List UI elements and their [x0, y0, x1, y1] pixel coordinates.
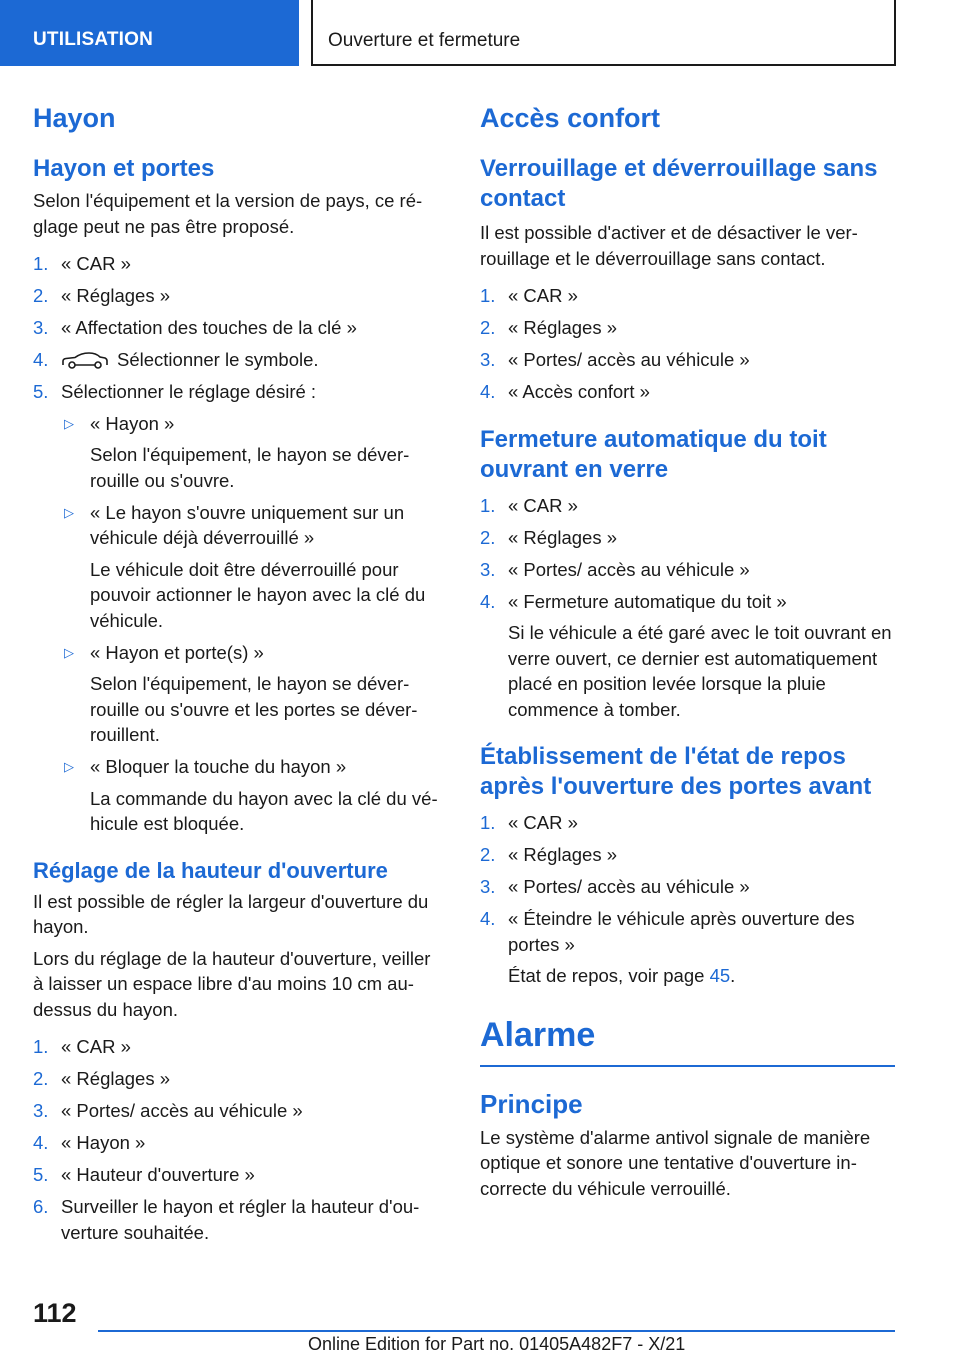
- steps-etat-repos: [480, 810, 895, 989]
- list-item: 2. « Réglages »: [33, 285, 171, 306]
- list-item: 1. « CAR »: [480, 285, 578, 306]
- list-item: 5. « Hauteur d'ouverture »: [33, 1164, 255, 1185]
- option-item: ▷ « Hayon et porte(s) » Selon l'équipement, le hayon se déverrouille ou s'ouvre et les portes se déverrouillent.: [64, 641, 418, 745]
- list-item: 2. « Réglages »: [33, 1068, 171, 1089]
- list-item: 4. « Éteindre le véhicule après ouverture des portes » État de repos, voir page 45.: [480, 906, 895, 989]
- title-hayon: Hayon: [33, 103, 116, 133]
- list-item: 4. Sélectionner le symbole.: [33, 349, 319, 370]
- intro-hayon-portes: Selon l'équipement et la version de pays, ce réglage peut ne pas être proposé.: [33, 190, 423, 237]
- list-item: 2. « Réglages »: [480, 526, 618, 548]
- steps-hauteur-ouverture: [33, 1034, 445, 1245]
- footer-edition: Online Edition for Part no. 01405A482F7 - X/21: [308, 1334, 686, 1354]
- section-tab: [0, 0, 299, 66]
- options-list: [61, 411, 445, 837]
- heading-hauteur-ouverture: Réglage de la hauteur d'ouverture: [33, 857, 388, 883]
- section-title: UTILISATION: [33, 29, 154, 50]
- triangle-right-icon: ▷: [64, 759, 74, 774]
- steps-hayon-portes: [33, 251, 445, 837]
- list-item: 4. « Fermeture automatique du toit » Si le véhicule a été garé avec le toit ouvrant en verre ouvert, ce dernier est automatiquement placé en position levée lorsque la pluie commence à tomber.: [480, 589, 895, 723]
- list-item: 3. « Affectation des touches de la clé »: [33, 317, 357, 338]
- page-number: 112: [33, 1298, 77, 1328]
- option-item: ▷ « Hayon » Selon l'équipement, le hayon se déverrouille ou s'ouvre.: [64, 412, 410, 491]
- list-item: 3. « Portes/ accès au véhicule »: [480, 558, 750, 580]
- list-item: 3. « Portes/ accès au véhicule »: [480, 349, 750, 370]
- triangle-right-icon: ▷: [64, 504, 74, 520]
- title-acces-confort: Accès confort: [480, 103, 661, 133]
- paragraph-principe: Le système d'alarme antivol signale de manière optique et sonore une tentative d'ouverture incorrecte du véhicule verrouillé.: [480, 1126, 871, 1199]
- page-link-45[interactable]: 45: [709, 965, 731, 986]
- option-item: ▷ « Le hayon s'ouvre uniquement sur un véhicule déjà déverrouillé » Le véhicule doit être déverrouillé pour pouvoir actionner le hayon avec la clé du véhicule.: [64, 501, 426, 631]
- paragraph-largeur: Il est possible de régler la largeur d'ouverture du hayon.: [33, 890, 429, 937]
- heading-etat-repos: Établissement de l'état de repos après l'ouverture des portes avant: [480, 743, 872, 800]
- intro-sans-contact: Il est possible d'activer et de désactiver le verrouillage et le déverrouillage sans contact.: [480, 222, 858, 269]
- option-item: ▷ « Bloquer la touche du hayon » La commande du hayon avec la clé du véhicule est bloquée.: [64, 756, 438, 834]
- list-item: 1. « CAR »: [480, 494, 578, 516]
- chapter-title: Ouverture et fermeture: [328, 30, 521, 51]
- triangle-right-icon: ▷: [64, 415, 74, 431]
- heading-sans-contact: Verrouillage et déverrouillage sans contact: [480, 155, 878, 212]
- list-item: 2. « Réglages »: [480, 317, 618, 338]
- steps-sans-contact: [480, 283, 895, 405]
- list-item: 1. « CAR »: [33, 253, 131, 274]
- note-toit-ouvrant: Si le véhicule a été garé avec le toit ouvrant en verre ouvert, ce dernier est automatiquement placé en position levée lorsque la pluie commence à tomber.: [508, 622, 892, 720]
- heading-principe: Principe: [480, 1088, 583, 1119]
- section-divider: [480, 1065, 895, 1067]
- list-item: 5. Sélectionner le réglage désiré : ▷ « Hayon » Selon l'équipement, le hayon se déverrouille ou s'ouvre. ▷ « Le hayon s'ouvre uniquement sur un véhicule déjà déverrouillé » Le véhicule doit être déverrouillé pour pouvoir actionner le hayon avec la clé du véhicule. ▷ « Hayon et porte(s) » Selon l'équipement, le hayon se déverrouille ou s'ouvre et les portes se déverrouillent. ▷ « Bloquer la touche du hayon » La commande du hayon avec la clé du véhicule est bloquée.: [33, 379, 445, 837]
- steps-toit-ouvrant: [480, 493, 895, 723]
- list-item: 4. « Accès confort »: [480, 381, 650, 402]
- note-etat-repos: État de repos, voir page 45.: [508, 965, 736, 986]
- list-item: 1. « CAR »: [480, 812, 578, 833]
- heading-hayon-portes: Hayon et portes: [33, 155, 215, 182]
- list-item: 1. « CAR »: [33, 1036, 131, 1057]
- car-outline-icon: [61, 351, 109, 369]
- paragraph-espace-libre: Lors du réglage de la hauteur d'ouverture, veiller à laisser un espace libre d'au moins 10 cm au-dessus du hayon.: [33, 947, 431, 1020]
- list-item: 3. « Portes/ accès au véhicule »: [480, 876, 750, 897]
- triangle-right-icon: ▷: [64, 644, 74, 660]
- left-column: [33, 100, 445, 1252]
- list-item: 2. « Réglages »: [480, 844, 618, 865]
- title-alarme: Alarme: [480, 1015, 596, 1054]
- footer-divider: [98, 1330, 895, 1332]
- list-item: 6. Surveiller le hayon et régler la hauteur d'ouverture souhaitée.: [33, 1196, 420, 1243]
- list-item: 4. « Hayon »: [33, 1132, 146, 1153]
- heading-toit-ouvrant: Fermeture automatique du toit ouvrant en verre: [480, 425, 827, 483]
- list-item: 3. « Portes/ accès au véhicule »: [33, 1100, 303, 1121]
- right-column: [480, 100, 895, 1201]
- chapter-tab: [311, 0, 896, 66]
